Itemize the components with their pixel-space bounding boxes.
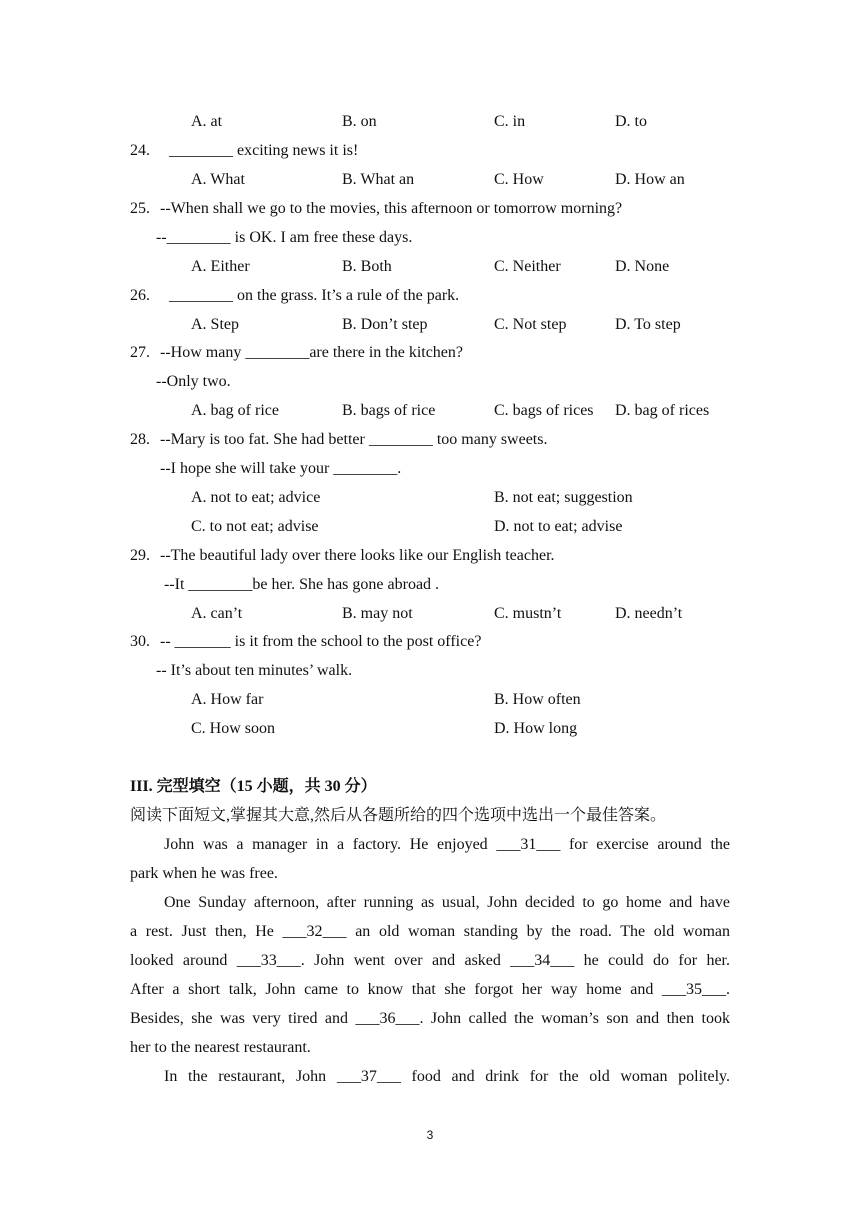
question-number: 26.	[130, 287, 150, 304]
option-c: C. How	[494, 171, 544, 188]
option-b: B. Both	[342, 258, 392, 275]
passage-line: John was a manager in a factory. He enjoyed ___31___ for exercise around the	[164, 836, 730, 853]
passage-line: looked around ___33___. John went over and asked ___34___ he could do for her.	[130, 952, 730, 969]
section-instruction: 阅读下面短文,掌握其大意,然后从各题所给的四个选项中选出一个最佳答案。	[130, 807, 667, 824]
option-c: C. bags of rices	[494, 402, 594, 419]
passage-line: a rest. Just then, He ___32___ an old woman standing by the road. The old woman	[130, 923, 730, 940]
option-b: B. bags of rice	[342, 402, 436, 419]
option-b: B. Don’t step	[342, 316, 428, 333]
question-reply: -- It’s about ten minutes’ walk.	[156, 662, 353, 679]
question-number: 29.	[130, 547, 150, 564]
option-c: C. to not eat; advise	[191, 518, 319, 535]
question-stem: --The beautiful lady over there looks like our English teacher.	[160, 547, 555, 564]
passage-line: Besides, she was very tired and ___36___. John called the woman’s son and then took	[130, 1010, 730, 1027]
option-a: A. bag of rice	[191, 402, 279, 419]
question-reply: --It ________be her. She has gone abroad .	[164, 576, 440, 593]
passage-line: One Sunday afternoon, after running as usual, John decided to go home and have	[164, 894, 730, 911]
option-d: D. to	[615, 113, 647, 130]
option-a: A. at	[191, 113, 223, 130]
option-c: C. How soon	[191, 720, 276, 737]
option-b: B. may not	[342, 605, 413, 622]
option-d: D. needn’t	[615, 605, 683, 622]
option-a: A. How far	[191, 691, 264, 708]
option-a: A. Either	[191, 258, 250, 275]
question-number: 27.	[130, 344, 150, 361]
option-a: A. not to eat; advice	[191, 489, 321, 506]
option-b: B. not eat; suggestion	[494, 489, 633, 506]
option-a: A. What	[191, 171, 245, 188]
passage-line: In the restaurant, John ___37___ food and drink for the old woman politely.	[164, 1068, 730, 1085]
question-stem: -- _______ is it from the school to the post office?	[160, 633, 482, 650]
option-b: B. How often	[494, 691, 581, 708]
option-d: D. None	[615, 258, 670, 275]
option-c: C. in	[494, 113, 526, 130]
question-reply: --Only two.	[156, 373, 231, 390]
option-d: D. To step	[615, 316, 681, 333]
page-number: 3	[426, 1128, 434, 1142]
option-c: C. Not step	[494, 316, 567, 333]
option-d: D. bag of rices	[615, 402, 710, 419]
option-b: B. What an	[342, 171, 415, 188]
section-heading: III. 完型填空（15 小题，共 30 分）	[130, 778, 377, 795]
question-stem: --Mary is too fat. She had better ________ too many sweets.	[160, 431, 548, 448]
question-stem: --When shall we go to the movies, this afternoon or tomorrow morning?	[160, 200, 623, 217]
passage-line: park when he was free.	[130, 865, 278, 882]
option-d: D. How long	[494, 720, 578, 737]
option-c: C. mustn’t	[494, 605, 562, 622]
question-number: 24.	[130, 142, 150, 159]
question-number: 30.	[130, 633, 150, 650]
question-number: 28.	[130, 431, 150, 448]
option-a: A. can’t	[191, 605, 243, 622]
option-d: D. How an	[615, 171, 685, 188]
option-c: C. Neither	[494, 258, 561, 275]
passage-line: her to the nearest restaurant.	[130, 1039, 311, 1056]
question-reply: --I hope she will take your ________.	[160, 460, 402, 477]
option-d: D. not to eat; advise	[494, 518, 623, 535]
question-reply: --________ is OK. I am free these days.	[156, 229, 413, 246]
option-b: B. on	[342, 113, 377, 130]
question-number: 25.	[130, 200, 150, 217]
option-a: A. Step	[191, 316, 239, 333]
question-stem: --How many ________are there in the kitchen?	[160, 344, 464, 361]
question-stem: ________ on the grass. It’s a rule of the park.	[169, 287, 460, 304]
passage-line: After a short talk, John came to know that she forgot her way home and ___35___.	[130, 981, 730, 998]
question-stem: ________ exciting news it is!	[169, 142, 359, 159]
